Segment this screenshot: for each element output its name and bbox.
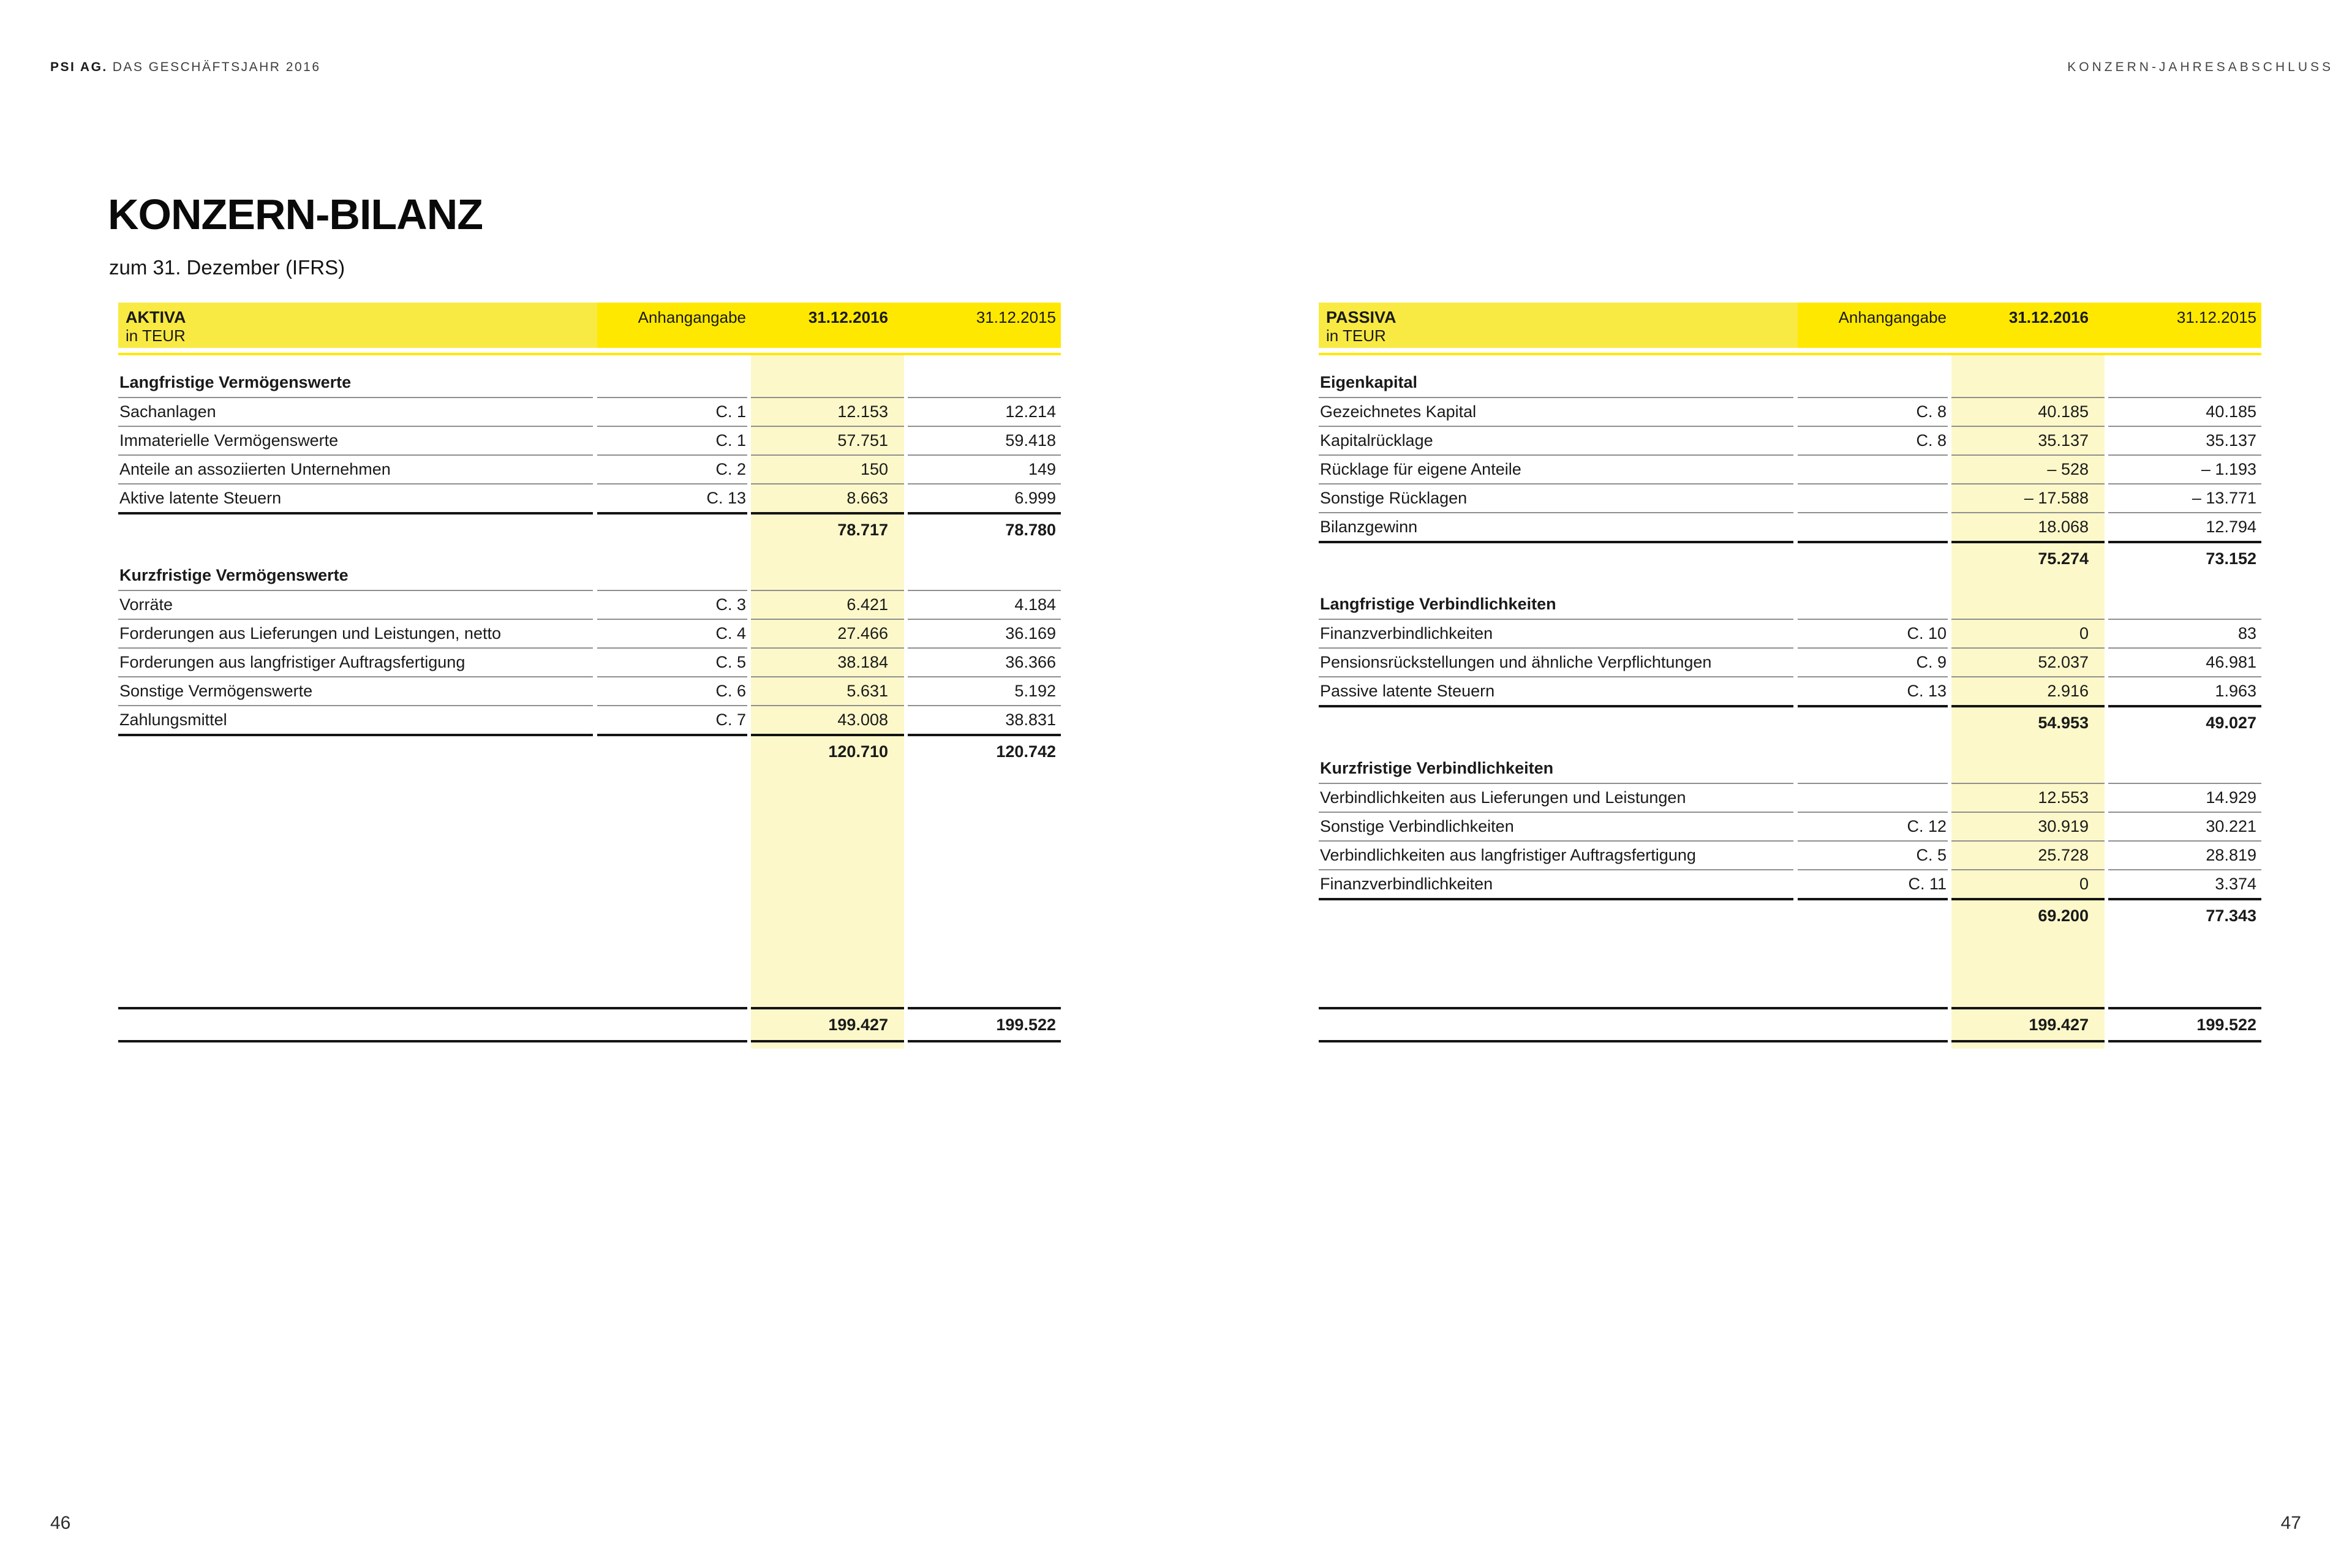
row-value-2016: 8.663 (751, 483, 904, 512)
table-section (1319, 355, 2261, 574)
row-value-2015: 36.169 (908, 619, 1061, 647)
row-value-2015: 14.929 (2108, 783, 2261, 812)
row-note-ref: C. 13 (597, 483, 747, 512)
passiva-header-label (1319, 308, 1793, 348)
table-row (118, 676, 1061, 705)
section-title: Langfristige Vermögenswerte (119, 373, 352, 391)
row-value-2015: 59.418 (908, 426, 1061, 454)
row-label: Sachanlagen (118, 397, 593, 426)
row-note-ref: C. 9 (1798, 647, 1948, 676)
row-label: Sonstige Rücklagen (1319, 483, 1793, 512)
row-label: Aktive latente Steuern (118, 483, 593, 512)
table-row (118, 483, 1061, 512)
table-row (1319, 619, 2261, 647)
row-value-2015: 40.185 (2108, 397, 2261, 426)
sum-spacer (1798, 705, 1948, 738)
row-label: Sonstige Verbindlichkeiten (1319, 812, 1793, 840)
row-value-2016: 12.153 (751, 397, 904, 426)
row-value-2015: 83 (2108, 619, 2261, 647)
sum-spacer (1319, 705, 1793, 738)
table-row (1319, 647, 2261, 676)
section-sum-2016: 75.274 (1951, 541, 2105, 574)
row-note-ref (1798, 512, 1948, 541)
row-value-2016: 57.751 (751, 426, 904, 454)
row-note-ref: C. 5 (1798, 840, 1948, 869)
section-sum-2016: 69.200 (1951, 898, 2105, 931)
passiva-table-body (1319, 355, 2261, 931)
row-label: Anteile an assoziierten Unternehmen (118, 454, 593, 483)
row-value-2015: 149 (908, 454, 1061, 483)
row-note-ref: C. 5 (597, 647, 747, 676)
row-note-ref (1798, 483, 1948, 512)
running-header-left (50, 60, 321, 75)
table-unit-label: in TEUR (126, 326, 186, 345)
table-row (118, 590, 1061, 619)
section-title: Kurzfristige Verbindlichkeiten (1320, 759, 1554, 777)
row-value-2015: 36.366 (908, 647, 1061, 676)
section-sum-2015: 78.780 (908, 512, 1061, 545)
table-unit-label: in TEUR (1326, 326, 1386, 345)
row-note-ref: C. 1 (597, 426, 747, 454)
row-value-2015: 12.214 (908, 397, 1061, 426)
row-note-ref: C. 13 (1798, 676, 1948, 705)
passiva-header-band (1319, 303, 2261, 348)
aktiva-total-2016: 199.427 (751, 1007, 904, 1042)
column-header-2016: 31.12.2016 (808, 308, 888, 326)
running-header-brand: PSI AG. (50, 60, 108, 74)
row-value-2015: 28.819 (2108, 840, 2261, 869)
table-row (118, 619, 1061, 647)
section-sum-2015: 77.343 (2108, 898, 2261, 931)
aktiva-header-band (118, 303, 1061, 348)
row-value-2015: – 13.771 (2108, 483, 2261, 512)
column-header-note: Anhangangabe (638, 308, 746, 326)
passiva-total-2016: 199.427 (1951, 1007, 2105, 1042)
table-title-passiva: PASSIVA (1326, 308, 1396, 326)
row-value-2016: 0 (1951, 869, 2105, 898)
table-row (1319, 812, 2261, 840)
sum-spacer (1319, 898, 1793, 931)
row-value-2015: 12.794 (2108, 512, 2261, 541)
row-label: Rücklage für eigene Anteile (1319, 454, 1793, 483)
page-subtitle: zum 31. Dezember (IFRS) (109, 256, 345, 279)
section-title: Eigenkapital (1320, 373, 1418, 391)
table-row (1319, 676, 2261, 705)
row-value-2016: – 528 (1951, 454, 2105, 483)
row-value-2015: – 1.193 (2108, 454, 2261, 483)
aktiva-balance-table (118, 303, 1061, 1049)
table-row (1319, 483, 2261, 512)
row-value-2015: 1.963 (2108, 676, 2261, 705)
table-title-aktiva: AKTIVA (126, 308, 186, 326)
table-row (1319, 512, 2261, 541)
table-row (118, 647, 1061, 676)
page-number-right: 47 (2280, 1513, 2301, 1533)
row-note-ref (1798, 783, 1948, 812)
page-title: KONZERN-BILANZ (108, 190, 483, 238)
row-label: Verbindlichkeiten aus Lieferungen und Leistungen (1319, 783, 1793, 812)
row-value-2016: 0 (1951, 619, 2105, 647)
table-row (118, 705, 1061, 734)
row-note-ref: C. 2 (597, 454, 747, 483)
page-number-left: 46 (50, 1513, 71, 1533)
row-value-2016: 43.008 (751, 705, 904, 734)
sum-spacer (597, 734, 747, 767)
row-value-2015: 38.831 (908, 705, 1061, 734)
row-value-2016: 27.466 (751, 619, 904, 647)
row-value-2016: 150 (751, 454, 904, 483)
column-header-note: Anhangangabe (1838, 308, 1947, 326)
total-row-spacer (118, 1007, 747, 1042)
table-row (118, 426, 1061, 454)
row-value-2016: 2.916 (1951, 676, 2105, 705)
row-label: Forderungen aus Lieferungen und Leistungen, netto (118, 619, 593, 647)
row-label: Bilanzgewinn (1319, 512, 1793, 541)
section-sum-2015: 73.152 (2108, 541, 2261, 574)
section-sum-2016: 78.717 (751, 512, 904, 545)
section-sum-row (1319, 898, 2261, 931)
passiva-total-2015: 199.522 (2108, 1007, 2261, 1042)
table-row (1319, 840, 2261, 869)
row-value-2016: 12.553 (1951, 783, 2105, 812)
section-sum-row (118, 512, 1061, 545)
table-row (118, 397, 1061, 426)
section-sum-row (118, 734, 1061, 767)
row-value-2016: 18.068 (1951, 512, 2105, 541)
column-header-2015: 31.12.2015 (2176, 308, 2256, 326)
passiva-total-row (1319, 1007, 2261, 1042)
row-label: Kapitalrücklage (1319, 426, 1793, 454)
row-value-2016: 40.185 (1951, 397, 2105, 426)
section-title: Langfristige Verbindlichkeiten (1320, 595, 1556, 613)
section-sum-2015: 120.742 (908, 734, 1061, 767)
row-value-2015: 5.192 (908, 676, 1061, 705)
sum-spacer (1319, 541, 1793, 574)
row-note-ref: C. 6 (597, 676, 747, 705)
section-sum-2016: 54.953 (1951, 705, 2105, 738)
aktiva-total-row (118, 1007, 1061, 1042)
row-label: Passive latente Steuern (1319, 676, 1793, 705)
row-value-2016: 30.919 (1951, 812, 2105, 840)
sum-spacer (118, 512, 593, 545)
row-label: Sonstige Vermögenswerte (118, 676, 593, 705)
table-row (1319, 397, 2261, 426)
row-note-ref: C. 12 (1798, 812, 1948, 840)
row-label: Pensionsrückstellungen und ähnliche Verpflichtungen (1319, 647, 1793, 676)
table-row (1319, 426, 2261, 454)
section-sum-2015: 49.027 (2108, 705, 2261, 738)
table-section (118, 355, 1061, 545)
row-value-2015: 4.184 (908, 590, 1061, 619)
section-sum-row (1319, 705, 2261, 738)
table-row (1319, 783, 2261, 812)
row-note-ref: C. 3 (597, 590, 747, 619)
row-label: Zahlungsmittel (118, 705, 593, 734)
row-value-2015: 35.137 (2108, 426, 2261, 454)
row-label: Immaterielle Vermögenswerte (118, 426, 593, 454)
table-row (1319, 454, 2261, 483)
row-value-2016: – 17.588 (1951, 483, 2105, 512)
row-value-2016: 6.421 (751, 590, 904, 619)
table-section (1319, 755, 2261, 931)
row-label: Vorräte (118, 590, 593, 619)
row-value-2016: 38.184 (751, 647, 904, 676)
row-label: Finanzverbindlichkeiten (1319, 619, 1793, 647)
table-section (118, 562, 1061, 767)
column-header-2015: 31.12.2015 (976, 308, 1056, 326)
sum-spacer (1798, 541, 1948, 574)
aktiva-table-body (118, 355, 1061, 767)
table-section (1319, 590, 2261, 738)
running-header-left-text: DAS GESCHÄFTSJAHR 2016 (112, 60, 321, 74)
row-value-2015: 46.981 (2108, 647, 2261, 676)
row-note-ref: C. 7 (597, 705, 747, 734)
section-sum-row (1319, 541, 2261, 574)
row-note-ref: C. 8 (1798, 397, 1948, 426)
row-label: Forderungen aus langfristiger Auftragsfertigung (118, 647, 593, 676)
row-value-2016: 5.631 (751, 676, 904, 705)
column-header-2016: 31.12.2016 (2008, 308, 2089, 326)
row-label: Gezeichnetes Kapital (1319, 397, 1793, 426)
row-note-ref: C. 10 (1798, 619, 1948, 647)
row-value-2015: 30.221 (2108, 812, 2261, 840)
row-value-2015: 6.999 (908, 483, 1061, 512)
section-title: Kurzfristige Vermögenswerte (119, 566, 349, 584)
section-sum-2016: 120.710 (751, 734, 904, 767)
sum-spacer (1798, 898, 1948, 931)
row-value-2016: 35.137 (1951, 426, 2105, 454)
table-row (1319, 869, 2261, 898)
table-row (118, 454, 1061, 483)
aktiva-header-label (118, 308, 593, 348)
aktiva-total-2015: 199.522 (908, 1007, 1061, 1042)
sum-spacer (118, 734, 593, 767)
row-value-2015: 3.374 (2108, 869, 2261, 898)
row-note-ref: C. 4 (597, 619, 747, 647)
row-note-ref (1798, 454, 1948, 483)
row-label: Verbindlichkeiten aus langfristiger Auftragsfertigung (1319, 840, 1793, 869)
row-note-ref: C. 11 (1798, 869, 1948, 898)
running-header-right: KONZERN-JAHRESABSCHLUSS (2067, 60, 2334, 74)
passiva-balance-table (1319, 303, 2261, 1049)
row-note-ref: C. 1 (597, 397, 747, 426)
row-value-2016: 25.728 (1951, 840, 2105, 869)
row-note-ref: C. 8 (1798, 426, 1948, 454)
sum-spacer (597, 512, 747, 545)
row-value-2016: 52.037 (1951, 647, 2105, 676)
row-label: Finanzverbindlichkeiten (1319, 869, 1793, 898)
total-row-spacer (1319, 1007, 1948, 1042)
